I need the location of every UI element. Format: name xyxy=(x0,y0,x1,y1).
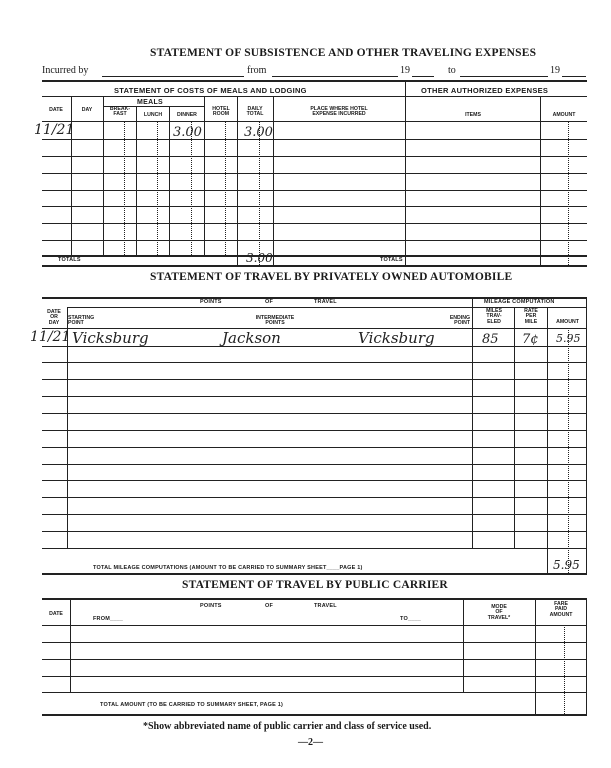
meals-row1-dinner: 3.00 xyxy=(173,125,202,140)
col-day: DAY xyxy=(81,107,93,113)
footnote: *Show abbreviated name of public carrier and class of service used. xyxy=(143,721,432,732)
auto-row1-miles: 85 xyxy=(482,332,499,347)
public-section-title: STATEMENT OF TRAVEL BY PUBLIC CARRIER xyxy=(182,579,448,591)
year2-field[interactable] xyxy=(562,76,586,77)
col-daily-total: DAILY TOTAL xyxy=(246,106,264,118)
col-amount: AMOUNT xyxy=(552,112,576,118)
page-number: —2— xyxy=(298,737,323,748)
auto-col-starting: STARTING POINT xyxy=(68,315,95,327)
form-title: STATEMENT OF SUBSISTENCE AND OTHER TRAVELING EXPENSES xyxy=(150,47,537,59)
auto-total-value: 5.95 xyxy=(553,558,580,572)
auto-col-miles: MILES TRAV- ELED xyxy=(486,308,502,325)
auto-row1-date: 11/21 xyxy=(30,329,71,345)
mileage-computation-label: MILEAGE COMPUTATION xyxy=(484,299,555,305)
incurred-by-field[interactable] xyxy=(102,76,244,77)
auto-total-label: TOTAL MILEAGE COMPUTATIONS (AMOUNT TO BE CARRIED TO SUMMARY SHEET____PAGE 1) xyxy=(93,565,363,571)
col-dinner: DINNER xyxy=(177,112,197,118)
incurred-by-label: Incurred by xyxy=(42,65,89,76)
other-expenses-title: OTHER AUTHORIZED EXPENSES xyxy=(421,86,549,95)
to-label: to xyxy=(448,65,456,76)
auto-col-amount: AMOUNT xyxy=(556,319,579,325)
meals-totals-label: TOTALS xyxy=(58,257,81,263)
auto-row1-rate: 7¢ xyxy=(522,332,539,347)
col-place: PLACE WHERE HOTEL EXPENSE INCURRED xyxy=(310,106,368,118)
public-col-date: DATE xyxy=(49,611,63,617)
col-breakfast: BREAK- FAST xyxy=(109,106,131,118)
auto-travel-label: TRAVEL xyxy=(314,299,337,305)
meals-row1-daily-total: 3.00 xyxy=(244,125,273,140)
meals-section-title: STATEMENT OF COSTS OF MEALS AND LODGING xyxy=(114,86,307,95)
from-field[interactable] xyxy=(272,76,398,77)
auto-col-intermediate: INTERMEDIATE POINTS xyxy=(255,315,295,327)
other-totals-label: TOTALS xyxy=(380,257,403,263)
public-col-from: FROM____ xyxy=(93,616,124,622)
auto-section-title: STATEMENT OF TRAVEL BY PRIVATELY OWNED AUTOMOBILE xyxy=(150,271,513,283)
year2-label: 19 xyxy=(550,65,560,76)
auto-row1-amount: 5.95 xyxy=(556,332,581,345)
auto-points-label: POINTS xyxy=(200,299,222,305)
public-col-to: TO____ xyxy=(400,616,421,622)
year1-field[interactable] xyxy=(412,76,434,77)
meals-totals-value: 3.00 xyxy=(246,251,273,265)
public-total-label: TOTAL AMOUNT (TO BE CARRIED TO SUMMARY SHEET, PAGE 1) xyxy=(100,702,284,708)
from-label: from xyxy=(247,65,267,76)
auto-row1-intermediate: Jackson xyxy=(222,329,281,347)
public-points-label: POINTS xyxy=(200,603,222,609)
to-field[interactable] xyxy=(460,76,548,77)
auto-row1-end: Vicksburg xyxy=(358,329,435,347)
public-col-mode: MODE OF TRAVEL* xyxy=(487,604,511,621)
meals-row1-date: 11/21 xyxy=(34,122,75,138)
meals-group-label: MEALS xyxy=(137,99,163,106)
public-travel-label: TRAVEL xyxy=(314,603,337,609)
col-lunch: LUNCH xyxy=(143,112,163,118)
auto-of-label: OF xyxy=(265,299,274,305)
auto-col-rate: RATE PER MILE xyxy=(524,308,538,325)
public-of-label: OF xyxy=(265,603,274,609)
col-date: DATE xyxy=(49,107,63,113)
public-col-fare: FARE PAID AMOUNT xyxy=(549,601,573,618)
year1-label: 19 xyxy=(400,65,410,76)
auto-col-ending: ENDING POINT xyxy=(449,315,470,327)
col-items: ITEMS xyxy=(465,112,481,118)
auto-col-date: DATE OR DAY xyxy=(47,309,61,326)
col-hotel-room: HOTEL ROOM xyxy=(212,106,230,118)
auto-row1-start: Vicksburg xyxy=(72,329,149,347)
